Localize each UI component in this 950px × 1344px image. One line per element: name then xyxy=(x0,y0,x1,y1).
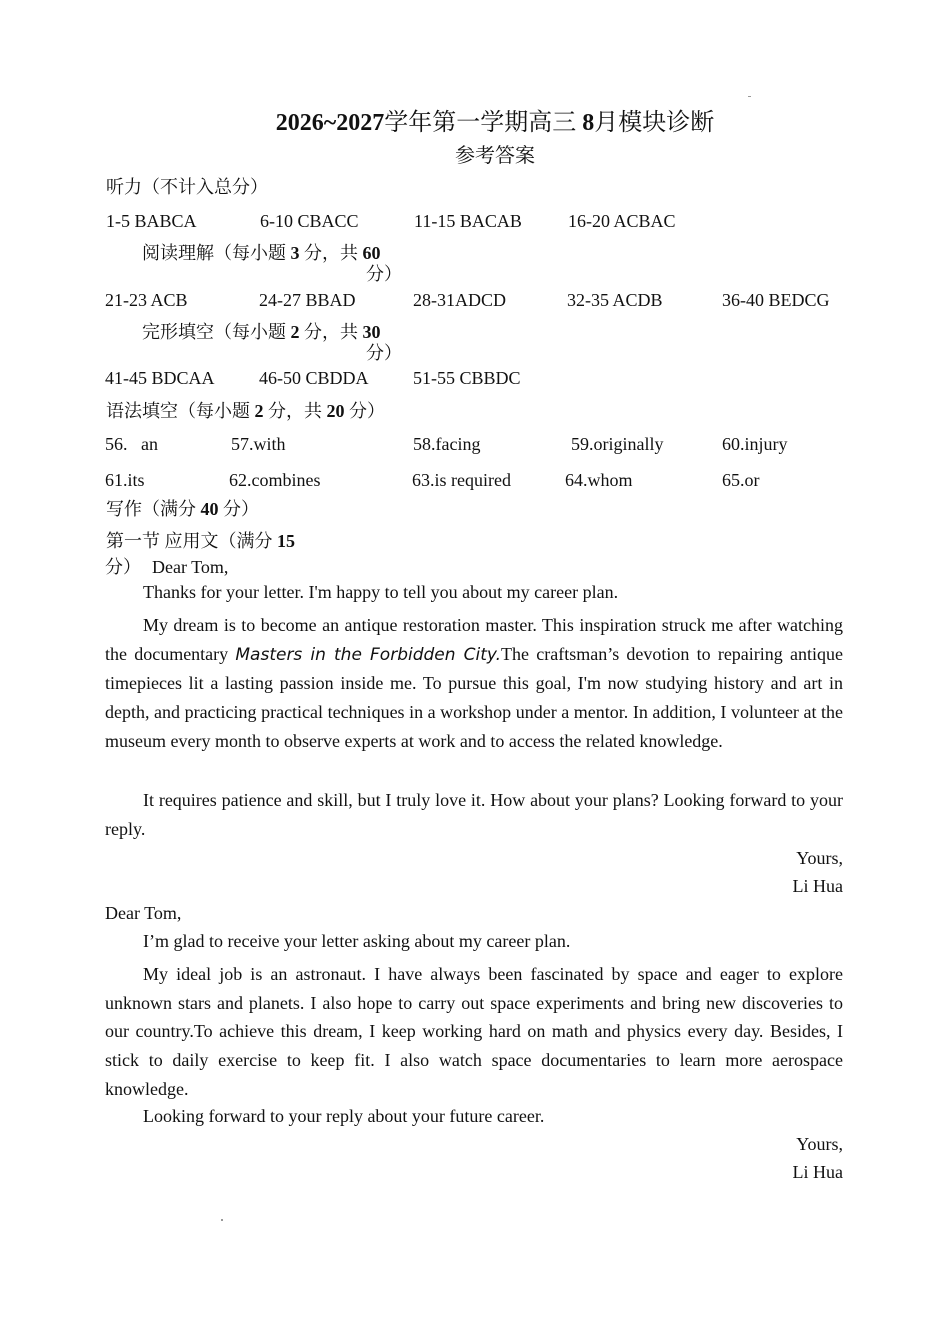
grammar-answer: 60.injury xyxy=(722,434,788,454)
cloze-answer: 51-55 CBBDC xyxy=(413,368,521,388)
grammar-answer: 59.originally xyxy=(571,434,664,454)
listening-answer: 6-10 CBACC xyxy=(260,211,359,231)
grammar-answer: 56. an xyxy=(105,434,158,454)
reading-answer: 36-40 BEDCG xyxy=(722,290,830,310)
listening-answer: 1-5 BABCA xyxy=(106,211,197,231)
letter2-paragraph: I’m glad to receive your letter asking about my career plan. xyxy=(143,931,571,951)
scan-mark xyxy=(221,1219,223,1221)
letter2-paragraph: Looking forward to your reply about your future career. xyxy=(143,1106,545,1126)
cloze-answer: 46-50 CBDDA xyxy=(259,368,369,388)
letter1-paragraph: My dream is to become an antique restoration master. This inspiration struck me after watching the documentary Masters in the Forbidden City.The craftsman’s devotion to repairing antique timepieces lit a lasting passion inside me. To pursue this goal, I'm now studying history and art in depth, and practicing practical techniques in a workshop under a mentor. In addition, I volunteer at the museum every month to observe experts at work and to access the related knowledge. xyxy=(105,615,843,751)
page-title: 2026~2027学年第一学期高三 8月模块诊断 xyxy=(275,110,715,136)
reading-answer: 24-27 BBAD xyxy=(259,290,356,310)
cloze-answer: 41-45 BDCAA xyxy=(105,368,215,388)
writing-header: 写作（满分 40 分） xyxy=(106,499,259,519)
letter1-paragraph: Thanks for your letter. I'm happy to tell you about my career plan. xyxy=(143,582,619,602)
reading-answer: 21-23 ACB xyxy=(105,290,188,310)
reading-answer: 28-31ADCD xyxy=(413,290,506,310)
writing-section-header: 第一节 应用文（满分 15 xyxy=(106,531,295,551)
letter1-paragraph: It requires patience and skill, but I truly love it. How about your plans? Looking forward to your reply. xyxy=(105,790,843,839)
grammar-answer: 61.its xyxy=(105,470,145,490)
grammar-answer: 63.is required xyxy=(412,470,511,490)
letter1-greeting: Dear Tom, xyxy=(152,557,229,577)
letter2-closing: Yours, xyxy=(796,1134,843,1154)
page-subtitle: 参考答案 xyxy=(455,145,535,167)
letter1-closing: Yours, xyxy=(796,848,843,868)
grammar-answer: 65.or xyxy=(722,470,760,490)
cloze-header: 完形填空（每小题 2 分，共 30 xyxy=(142,322,381,342)
grammar-header: 语法填空（每小题 2 分，共 20 分） xyxy=(106,401,385,421)
reading-header: 阅读理解（每小题 3 分，共 60 xyxy=(142,243,381,263)
cloze-header-end: 分） xyxy=(366,343,402,363)
listening-header: 听力（不计入总分） xyxy=(106,177,268,197)
documentary-title: Masters in the Forbidden City. xyxy=(235,644,502,665)
letter2-signature: Li Hua xyxy=(792,1162,843,1182)
reading-answer: 32-35 ACDB xyxy=(567,290,663,310)
listening-answer: 11-15 BACAB xyxy=(414,211,522,231)
scan-mark xyxy=(748,96,751,97)
grammar-answer: 58.facing xyxy=(413,434,481,454)
grammar-answer: 57.with xyxy=(231,434,286,454)
grammar-answer: 64.whom xyxy=(565,470,633,490)
letter1-signature: Li Hua xyxy=(792,876,843,896)
listening-answer: 16-20 ACBAC xyxy=(568,211,676,231)
grammar-answer: 62.combines xyxy=(229,470,321,490)
letter2-paragraph: My ideal job is an astronaut. I have always been fascinated by space and eager to explore unknown stars and planets. I also hope to carry out space experiments and bring new discoveries to our country.To achieve this dream, I keep working hard on math and physics every day. Besides, I stick to daily exercise to keep fit. I also watch space documentaries to learn more aerospace knowledge. xyxy=(105,964,843,1099)
letter2-greeting: Dear Tom, xyxy=(105,903,182,923)
reading-header-end: 分） xyxy=(366,264,402,284)
writing-section-header-end: 分） xyxy=(105,557,141,577)
